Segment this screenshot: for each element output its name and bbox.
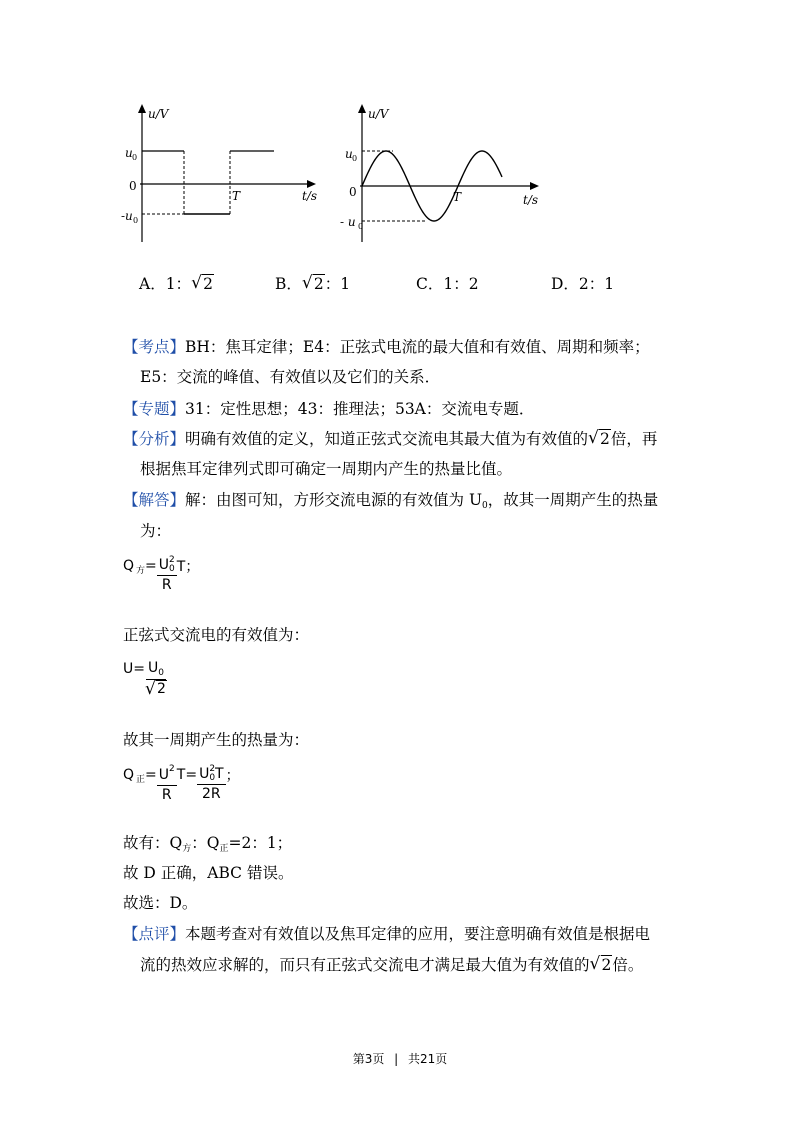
conclusion-line1: 故 D 正确，ABC 错误。 bbox=[123, 864, 294, 882]
zhuanti-tag: 【专题】 bbox=[123, 400, 186, 418]
sqrt-icon: √ 2 bbox=[144, 679, 166, 700]
left-x-label: t/s bbox=[302, 189, 318, 203]
dianping-tag: 【点评】 bbox=[123, 925, 186, 943]
page-footer bbox=[0, 1050, 800, 1067]
left-y-label: u/V bbox=[148, 107, 169, 121]
heat-intro: 故其一周期产生的热量为： bbox=[123, 731, 310, 749]
kaodian-line1: 【考点】BH：焦耳定律；E4：正弦式电流的最大值和有效值、周期和频率； bbox=[123, 338, 650, 356]
option-d: D．2：1 bbox=[551, 275, 615, 293]
fenxi-line2: 根据焦耳定律列式即可确定一周期内产生的热量比值。 bbox=[140, 460, 513, 478]
sqrt-icon: √ 2 bbox=[588, 428, 610, 448]
jieda-line1: 【解答】解：由图可知，方形交流电源的有效值为 U0，故其一周期产生的热量 bbox=[123, 491, 659, 511]
conclusion-line2: 故选：D。 bbox=[123, 894, 198, 912]
right-u0-label: u bbox=[345, 147, 353, 161]
page-number: 第3页 bbox=[352, 1052, 385, 1066]
left-u0-label: u bbox=[125, 146, 133, 160]
page-total: 共21页 bbox=[408, 1052, 448, 1066]
option-b: B． √ 2：1 bbox=[275, 273, 351, 293]
fraction: U 2 0 T 2R bbox=[199, 764, 224, 802]
right-x-label: t/s bbox=[523, 193, 539, 207]
left-t-label: T bbox=[232, 189, 241, 203]
right-neg-u0-sub: 0 bbox=[358, 222, 364, 231]
kaodian-tag: 【考点】 bbox=[123, 338, 186, 356]
kaodian-line2: E5：交流的峰值、有效值以及它们的关系． bbox=[140, 368, 441, 386]
sine-wave-graph bbox=[335, 100, 555, 245]
sqrt-icon: √ 2 bbox=[191, 273, 213, 293]
fraction: U 2 0 R bbox=[158, 555, 175, 593]
fraction: $\frac{U^2}{R}$ bbox=[158, 764, 175, 803]
sqrt-icon: √ 2 bbox=[301, 273, 324, 293]
ratio-line: 故有：Q方：Q正=2：1； bbox=[123, 834, 293, 854]
right-y-label: u/V bbox=[368, 107, 389, 121]
dianping-line2: 流的热效应求解的，而只有正弦式交流电才满足最大值为有效值的 √ 2倍。 bbox=[140, 954, 644, 974]
option-a: A．1： √ 2 bbox=[139, 273, 213, 293]
fenxi-line1: 【分析】明确有效值的定义，知道正弦式交流电其最大值为有效值的 √ 2倍，再 bbox=[123, 428, 658, 448]
sqrt-icon: √ 2 bbox=[589, 954, 612, 974]
right-origin: 0 bbox=[349, 185, 357, 199]
jieda-line2: 为： bbox=[140, 522, 172, 540]
formula-q-sine: Q 正 = $\frac{U^2}{R}$ T= U 2 0 T 2R ； bbox=[123, 764, 240, 803]
dianping-line1: 【点评】本题考查对有效值以及焦耳定律的应用，要注意明确有效值是根据电 bbox=[123, 925, 651, 943]
sine-intro: 正弦式交流电的有效值为： bbox=[123, 626, 310, 644]
left-neg-u0-sub: 0 bbox=[133, 216, 139, 225]
right-u0-sub: 0 bbox=[352, 154, 358, 163]
right-t-label: T bbox=[453, 190, 462, 204]
left-origin: 0 bbox=[129, 179, 137, 193]
option-c: C．1：2 bbox=[416, 275, 479, 293]
square-wave-graph bbox=[110, 100, 330, 245]
zhuanti-line: 【专题】31：定性思想；43：推理法；53A：交流电专题． bbox=[123, 400, 535, 418]
left-u0-sub: 0 bbox=[132, 153, 138, 162]
right-neg-u0-label: - u bbox=[340, 215, 356, 229]
footer-separator: | bbox=[394, 1052, 399, 1066]
fraction: $U_0$ √ 2 bbox=[144, 660, 166, 700]
formula-u-effective: U= $U_0$ √ 2 bbox=[123, 660, 166, 700]
fenxi-tag: 【分析】 bbox=[123, 430, 186, 448]
jieda-tag: 【解答】 bbox=[123, 491, 186, 509]
left-neg-u0-label: -u bbox=[121, 209, 133, 223]
formula-q-square: Q 方 = U 2 0 R T； bbox=[123, 555, 200, 593]
